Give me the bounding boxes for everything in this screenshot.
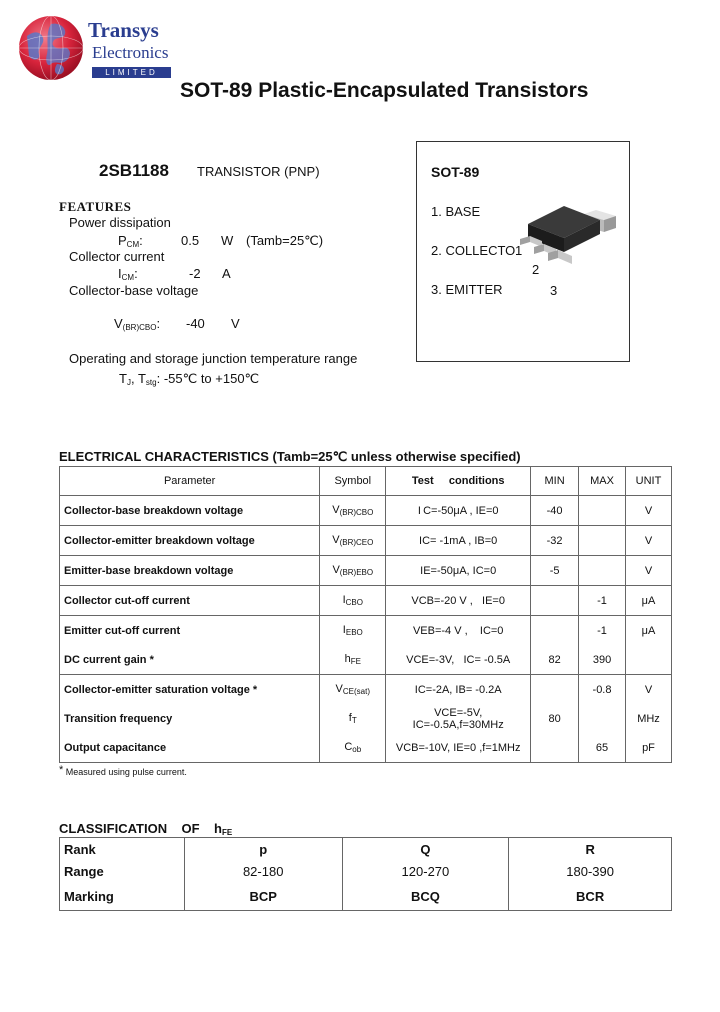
footnote: * Measured using pulse current. (59, 764, 187, 777)
header-max: MAX (579, 467, 626, 496)
pcm-symbol: $P_{CM}$: (118, 233, 143, 249)
header-min: MIN (531, 467, 579, 496)
voltage-label: Collector-base voltage (69, 283, 199, 298)
pcm-unit: W (221, 233, 234, 248)
package-title: SOT-89 (431, 164, 480, 180)
icm-unit: A (222, 266, 231, 281)
header-conditions: Test conditions (386, 467, 531, 496)
pin-3-label: 3. EMITTER (431, 282, 503, 297)
pcm-condition: (Tamb=25℃) (246, 233, 324, 248)
part-description: TRANSISTOR (PNP) (197, 164, 320, 179)
pin-2-number: 2 (532, 262, 540, 277)
table-row: Marking BCP BCQ BCR (60, 882, 672, 911)
table-row: Transition frequency $f_T$ VCE=-5V, IC=-0.5A,f=30MHz 80 MHz (60, 704, 672, 733)
table-row: Collector-emitter breakdown voltage $V_{(BR)CEO}$ IC= -1mA , IB=0 -32 V (60, 526, 672, 556)
icm-symbol: $I_{CM}$: (118, 266, 138, 282)
pin-1-label: 1. BASE (431, 204, 481, 219)
table-row: DC current gain * $h_{FE}$ VCE=-3V, IC= -0.5A 82 390 (60, 645, 672, 675)
vcbo-symbol: $V_{(BR)CBO}$: (114, 316, 161, 332)
pin-2-label: 2. COLLECTO (431, 243, 516, 258)
header-symbol: Symbol (320, 467, 386, 496)
power-label: Power dissipation (69, 215, 171, 230)
classification-table (59, 837, 672, 911)
brand-subtitle: Electronics (92, 43, 169, 62)
table-row: Collector-emitter saturation voltage * $V_{CE(sat)}$ IC=-2A, IB= -0.2A -0.8 V (60, 675, 672, 705)
table-row: Rank p Q R (60, 838, 672, 861)
vcbo-value: -40 (186, 316, 205, 331)
current-label: Collector current (69, 249, 165, 264)
brand-limited: LIMITED (92, 67, 171, 78)
features-heading: FEATURES (59, 199, 132, 214)
table-header-row (60, 467, 672, 496)
header-unit: UNIT (625, 467, 671, 496)
globe-logo-icon (17, 14, 85, 82)
electrical-title: ELECTRICAL CHARACTERISTICS (Tamb=25℃ unless otherwise specified) (59, 449, 521, 464)
vcbo-unit: V (231, 316, 240, 331)
temp-range: $T_J$, $T_{stg}$: -55℃ to +150℃ (119, 371, 260, 387)
classification-title: CLASSIFICATION OF $h_{FE}$ (59, 821, 233, 837)
pin-3-number: 3 (550, 283, 558, 298)
brand-name: Transys (88, 18, 159, 42)
temp-label: Operating and storage junction temperature range (69, 351, 358, 366)
header-parameter: Parameter (60, 467, 320, 496)
table-row: Output capacitance $C_{ob}$ VCB=-10V, IE=0 ,f=1MHz 65 pF (60, 733, 672, 763)
part-number: 2SB1188 (99, 161, 169, 180)
table-row: Emitter cut-off current $I_{EBO}$ VEB=-4 V , IC=0 -1 μA (60, 616, 672, 646)
page-title: SOT-89 Plastic-Encapsulated Transistors (180, 79, 589, 102)
pcm-value: 0.5 (181, 233, 200, 248)
table-row: Collector cut-off current $I_{CBO}$ VCB=-20 V , IE=0 -1 μA (60, 586, 672, 616)
icm-value: -2 (189, 266, 201, 281)
table-row: Collector-base breakdown voltage $V_{(BR)CBO}$ I C=-50μA , IE=0 -40 V (60, 496, 672, 526)
table-row: Emitter-base breakdown voltage $V_{(BR)EBO}$ IE=-50μA, IC=0 -5 V (60, 556, 672, 586)
electrical-table (59, 466, 672, 763)
table-row: Range 82-180 120-270 180-390 (60, 860, 672, 882)
pin-1-number: 1 (515, 243, 523, 258)
